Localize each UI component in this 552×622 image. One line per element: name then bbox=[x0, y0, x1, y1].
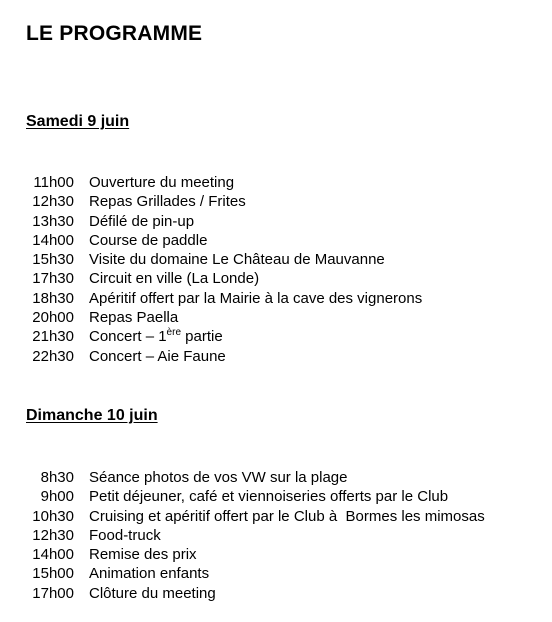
event-activity: Clôture du meeting bbox=[89, 584, 216, 602]
schedule-row bbox=[26, 327, 422, 346]
event-activity: Défilé de pin-up bbox=[89, 212, 195, 230]
schedule-row bbox=[26, 212, 422, 231]
event-time: 11h00 bbox=[33, 174, 74, 191]
schedule-row bbox=[26, 231, 422, 250]
schedule-row bbox=[26, 250, 422, 269]
event-activity: Concert – Aie Faune bbox=[89, 347, 226, 365]
event-activity: Apéritif offert par la Mairie à la cave des vignerons bbox=[89, 289, 423, 307]
event-time: 18h30 bbox=[32, 289, 74, 307]
event-activity-prefix: Concert – 1 bbox=[89, 328, 167, 346]
event-time: 12h30 bbox=[32, 526, 74, 544]
schedule-row bbox=[26, 526, 485, 545]
schedule-row bbox=[26, 289, 422, 308]
event-time: 17h30 bbox=[32, 270, 74, 288]
schedule-row bbox=[26, 192, 422, 211]
event-activity: Course de paddle bbox=[89, 231, 208, 249]
event-time: 13h30 bbox=[32, 212, 74, 230]
schedule-row bbox=[26, 308, 422, 327]
event-activity bbox=[89, 327, 223, 346]
event-time: 20h00 bbox=[32, 309, 74, 327]
day-heading-saturday: Samedi 9 juin bbox=[26, 113, 130, 130]
event-time: 22h30 bbox=[32, 347, 74, 365]
event-time: 17h00 bbox=[32, 584, 74, 602]
event-time: 15h00 bbox=[32, 565, 74, 583]
event-activity: Remise des prix bbox=[89, 546, 197, 564]
event-time: 12h30 bbox=[32, 193, 74, 211]
schedule-row bbox=[26, 173, 422, 192]
schedule-row bbox=[26, 269, 422, 288]
event-activity: Visite du domaine Le Château de Mauvanne bbox=[89, 251, 385, 269]
schedule-row bbox=[26, 545, 485, 564]
schedule-row bbox=[26, 347, 422, 366]
event-activity-suffix: partie bbox=[181, 328, 223, 346]
schedule-row bbox=[26, 487, 485, 506]
schedule-saturday bbox=[26, 173, 422, 366]
event-time: 8h30 bbox=[40, 469, 74, 486]
schedule-row bbox=[26, 468, 485, 487]
schedule-row bbox=[26, 584, 485, 603]
schedule-sunday bbox=[26, 468, 485, 603]
event-activity: Ouverture du meeting bbox=[89, 174, 235, 191]
event-activity: Animation enfants bbox=[89, 565, 210, 583]
event-activity: Circuit en ville (La Londe) bbox=[89, 270, 260, 288]
day-heading-sunday: Dimanche 10 juin bbox=[26, 407, 158, 424]
event-time: 21h30 bbox=[32, 328, 74, 346]
event-activity: Séance photos de vos VW sur la plage bbox=[89, 469, 348, 486]
event-activity-superscript: ère bbox=[166, 327, 181, 339]
event-activity: Repas Grillades / Frites bbox=[89, 193, 246, 211]
event-time: 10h30 bbox=[32, 507, 74, 525]
event-time: 14h00 bbox=[32, 231, 74, 249]
event-time: 14h00 bbox=[32, 546, 74, 564]
event-activity: Repas Paella bbox=[89, 309, 179, 327]
event-activity: Petit déjeuner, café et viennoiseries offerts par le Club bbox=[89, 488, 449, 506]
event-activity: Cruising et apéritif offert par le Club à Bormes les mimosas bbox=[89, 507, 485, 525]
page-title: LE PROGRAMME bbox=[26, 22, 203, 45]
schedule-row bbox=[26, 564, 485, 583]
event-activity: Food-truck bbox=[89, 526, 161, 544]
event-time: 15h30 bbox=[32, 251, 74, 269]
event-time: 9h00 bbox=[40, 488, 74, 506]
schedule-row bbox=[26, 507, 485, 526]
